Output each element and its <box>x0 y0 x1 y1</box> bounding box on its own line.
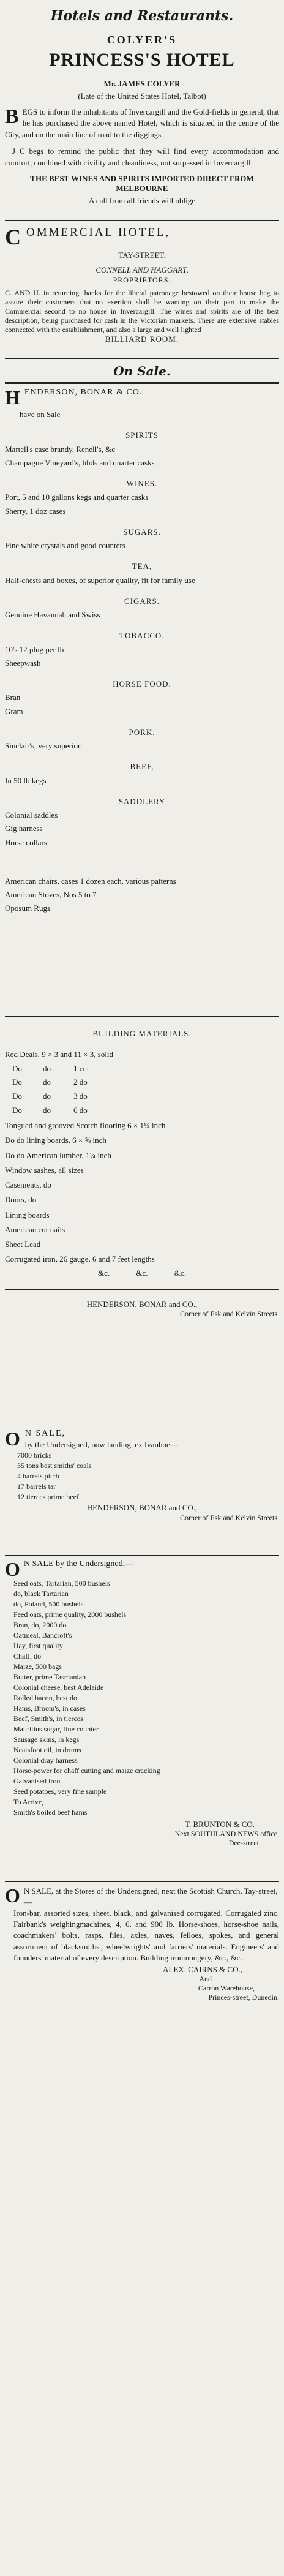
goods-heading: SUGARS. <box>123 527 161 537</box>
goods-line: Gig harness <box>5 824 43 834</box>
rule <box>5 358 279 360</box>
advert-title: N SALE by the Undersigned,— <box>23 1559 134 1569</box>
body-paragraph: J C begs to remind the public that they will find every accommodation and comfort, combined with civility and cleanliness, not surpassed in Invercargill. <box>5 146 279 167</box>
item-line: Neatsfoot oil, in drums <box>13 1746 81 1754</box>
body-paragraph: EGS to inform the inhabitants of Invercargill and the Gold-fields in general, that he has purchased the above named Hotel, which is situated in the centre of the City, and on the main line of road to the diggings. <box>5 107 279 140</box>
item-line: Sausage skins, in kegs <box>13 1735 80 1744</box>
cairns-advert <box>5 1886 279 2057</box>
rule <box>5 1555 279 1556</box>
section-header-hotels: Hotels and Restaurants. <box>50 8 234 24</box>
advert-body: by the Undersigned, now landing, ex Ivanhoe— <box>24 1440 178 1449</box>
rule <box>5 1289 279 1290</box>
billiard-line: BILLIARD ROOM. <box>105 334 179 344</box>
proprietor-name: Mr. JAMES COLYER <box>103 79 181 88</box>
item-line: 17 barrels tar <box>17 1482 56 1491</box>
item-line: do, Poland, 500 bushels <box>13 1600 84 1608</box>
rule <box>5 28 279 29</box>
item-line: do, black Tartarian <box>13 1589 69 1598</box>
item-line: Smith's boiled beef hams <box>13 1808 88 1817</box>
item-line: Horse-power for chaff cutting and maize cracking <box>13 1766 160 1775</box>
item-line: Seed potatoes, very fine sample <box>13 1787 107 1796</box>
goods-line: Champagne Vineyard's, hhds and quarter casks <box>5 458 155 467</box>
item-line: Colonial cheese, best Adelaide <box>13 1683 104 1692</box>
commercial-advert <box>5 226 279 355</box>
advert-title-row <box>5 1558 279 1580</box>
advert-body: Iron-bar, assorted sizes, sheet, black, and galvanised corrugated. Corrugated zinc. Fairbank's weighingmachines, 4, 6, and 900 lb. Horse-shoes, horse-shoe nails, coachmakers' bolts, rasps, files, axles, naves, felloes, spokes, and general assortment of blacksmiths', wheelwrights' and farriers' materials. Engineers' and founders' material of every description. Building ironmongery, &c., &c. <box>13 1908 279 1962</box>
goods-line: 10's 12 plug per lb <box>5 644 64 654</box>
deals-label: Red Deals, 9 × 3 and 11 × 3, solid <box>5 1050 114 1060</box>
goods-line: Sinclair's, very superior <box>5 741 81 750</box>
deals-cell: Do <box>12 1091 22 1101</box>
materials-lines <box>5 1121 279 1265</box>
material-line: Corrugated iron, 26 gauge, 6 and 7 feet lengths <box>5 1254 155 1264</box>
signature: ALEX. CAIRNS & CO., <box>162 1964 242 1974</box>
material-line: Do do American lumber, 1¼ inch <box>5 1150 111 1160</box>
goods-heading: SADDLERY <box>118 796 166 806</box>
deals-row <box>12 1105 279 1116</box>
goods-line: Gram <box>5 706 23 716</box>
deals-cell: 6 do <box>73 1105 88 1115</box>
deals-row <box>12 1077 279 1088</box>
signature-address: Next SOUTHLAND NEWS office, <box>174 1829 279 1839</box>
deals-cell: 3 do <box>73 1091 88 1101</box>
item-line: Beef, Smith's, in tierces <box>13 1714 83 1723</box>
signature: T. BRUNTON & CO. <box>185 1820 255 1829</box>
advert-title-big: PRINCESS'S HOTEL <box>49 49 235 70</box>
advert-title-row <box>5 1886 279 1908</box>
rule <box>5 382 279 384</box>
item-line: Hay, first quality <box>13 1641 63 1650</box>
advert-title: N SALE, at the Stores of the Undersigned, next the Scottish Church, Tay-street,— <box>23 1886 278 1907</box>
item-line: Feed oats, prime quality, 2000 bushels <box>13 1610 127 1619</box>
item-list <box>13 1579 279 1817</box>
drop-cap: B <box>5 105 19 128</box>
etc-line: &c. &c. &c. <box>98 1268 186 1278</box>
newspaper-column <box>5 4 279 2057</box>
goods-line: Martell's case brandy, Renell's, &c <box>5 444 116 454</box>
misc-line: American chairs, cases 1 dozen each, various patterns <box>5 876 176 886</box>
deals-row <box>12 1091 279 1102</box>
deals-cell: do <box>43 1063 51 1073</box>
signature-address: Princes-street, Dunedin. <box>208 1993 279 2002</box>
item-line: Oatmeal, Bancroft's <box>13 1631 72 1640</box>
have-on-sale: have on Sale <box>20 410 61 419</box>
item-line: Maize, 500 bags <box>13 1662 62 1671</box>
item-line: Galvanised iron <box>13 1777 61 1785</box>
street-line: TAY-STREET. <box>118 250 166 260</box>
drop-cap: C <box>5 225 23 249</box>
item-line: Mauritius sugar, fine counter <box>13 1725 99 1733</box>
wines-line: THE BEST WINES AND SPIRITS IMPORTED DIRECT FROM MELBOURNE <box>30 173 254 193</box>
signature: HENDERSON, BONAR and CO., <box>86 1503 198 1513</box>
item-line: Colonial dray harness <box>13 1756 78 1764</box>
advert-body <box>5 107 279 141</box>
material-line: Tongued and grooved Scotch flooring 6 × 1¼ inch <box>5 1121 166 1131</box>
material-line: Window sashes, all sizes <box>5 1165 84 1175</box>
section-title: BUILDING MATERIALS. <box>92 1029 192 1038</box>
deals-rows <box>12 1064 279 1117</box>
deals-cell: 1 cut <box>73 1063 89 1073</box>
goods-line: In 50 lb kegs <box>5 775 47 785</box>
material-line: Do do lining boards, 6 × ⅝ inch <box>5 1135 106 1145</box>
signature-warehouse: Carron Warehouse, <box>198 1984 255 1993</box>
signature-and: And <box>199 1975 212 1984</box>
misc-goods <box>5 876 279 914</box>
item-line: To Arrive, <box>13 1798 44 1806</box>
item-line: Chaff, do <box>13 1652 42 1660</box>
deals-cell: Do <box>12 1105 22 1115</box>
item-line: 12 tierces prime beef. <box>17 1493 81 1502</box>
item-line: Seed oats, Tartarian, 500 bushels <box>13 1579 110 1587</box>
deals-cell: do <box>43 1105 51 1115</box>
material-line: Casements, do <box>5 1180 51 1190</box>
body-paragraph: C. AND H. in returning thanks for the liberal patronage bestowed on their house beg to assure their customers that no exertion shall be wanting on their part to make the Commercial second to no house in Invercargill. The wines and spirits are of the best description, being purchased for cash in the Victorian markets. There are extensive stables connected with the establishment, and also a large and well lighted <box>5 288 279 334</box>
brunton-advert <box>5 1559 279 1878</box>
rule <box>5 1881 279 1882</box>
advert-title-row <box>5 386 279 409</box>
drop-cap: H <box>5 386 21 409</box>
drop-cap: O <box>5 1428 21 1450</box>
signature-address: Corner of Esk and Kelvin Streets. <box>180 1309 279 1319</box>
goods-line: Sheepwash <box>5 658 41 668</box>
goods-heading: TEA, <box>132 562 152 571</box>
item-line: 4 barrels pitch <box>17 1472 59 1481</box>
advert-title: N SALE, <box>24 1429 66 1438</box>
item-line: 35 tons best smiths' coals <box>17 1461 92 1471</box>
goods-line: Fine white crystals and good counters <box>5 541 125 550</box>
goods-line: Colonial saddles <box>5 810 58 819</box>
goods-heading: PORK. <box>129 727 155 737</box>
item-line: Rolled bacon, best do <box>13 1693 77 1702</box>
goods-heading: CIGARS. <box>124 596 160 606</box>
drop-cap: O <box>5 1885 20 1907</box>
building-materials-advert <box>5 1020 279 1421</box>
deals-cell: Do <box>12 1077 22 1087</box>
call-line: A call from all friends will oblige <box>88 196 195 206</box>
item-list <box>17 1451 279 1502</box>
deals-cell: Do <box>12 1063 22 1073</box>
goods-heading: BEEF, <box>130 762 154 772</box>
advert-title-row <box>5 225 279 249</box>
deals-cell: do <box>43 1077 51 1087</box>
goods-line: Bran <box>5 693 21 702</box>
rule <box>5 1016 279 1017</box>
advert-title: OMMERCIAL HOTEL, <box>26 226 171 239</box>
material-line: Sheet Lead <box>5 1240 41 1249</box>
advert-title-small: COLYER'S <box>106 34 177 46</box>
drop-cap: O <box>5 1558 20 1580</box>
goods-heading: TOBACCO. <box>119 631 165 641</box>
proprietors-label: PROPRIETORS. <box>113 275 171 284</box>
deals-cell: 2 do <box>73 1077 88 1087</box>
colyer-advert <box>5 33 279 217</box>
goods-line: Genuine Havannah and Swiss <box>5 610 100 619</box>
proprietors-name: CONNELL AND HAGGART, <box>95 265 189 275</box>
item-line: Butter, prime Tasmanian <box>13 1673 86 1681</box>
section-header-on-sale: On Sale. <box>113 364 171 378</box>
deals-cell: do <box>43 1091 51 1101</box>
material-line: Lining boards <box>5 1210 50 1219</box>
item-line: Hams, Broom's, in cases <box>13 1704 86 1712</box>
goods-line: Sherry, 1 doz cases <box>5 506 66 516</box>
advert-title: ENDERSON, BONAR & CO. <box>24 388 143 397</box>
henderson-advert <box>5 388 279 1012</box>
material-line: American cut nails <box>5 1224 65 1234</box>
item-line: Bran, do, 2000 do <box>13 1621 67 1629</box>
ivanhoe-advert <box>5 1429 279 1551</box>
goods-line: Port, 5 and 10 gallons kegs and quarter casks <box>5 492 149 502</box>
rule <box>5 220 279 222</box>
misc-line: American Stoves, Nos 5 to 7 <box>5 890 97 899</box>
goods-line: Horse collars <box>5 837 47 847</box>
goods-heading: SPIRITS <box>125 431 159 440</box>
misc-line: Oposum Rugs <box>5 903 51 913</box>
deals-row <box>12 1064 279 1074</box>
material-line: Doors, do <box>5 1195 37 1205</box>
goods-heading: WINES. <box>126 479 158 488</box>
signature-street: Dee-street. <box>228 1839 261 1848</box>
item-line: 7000 bricks <box>17 1451 52 1460</box>
signature: HENDERSON, BONAR and CO., <box>86 1299 198 1309</box>
goods-line: Half-chests and boxes, of superior quality, fit for family use <box>5 575 195 585</box>
proprietor-note: (Late of the United States Hotel, Talbot) <box>78 91 206 101</box>
goods-groups <box>5 431 279 848</box>
signature-address: Corner of Esk and Kelvin Streets. <box>180 1513 279 1522</box>
goods-heading: HORSE FOOD. <box>113 679 171 688</box>
